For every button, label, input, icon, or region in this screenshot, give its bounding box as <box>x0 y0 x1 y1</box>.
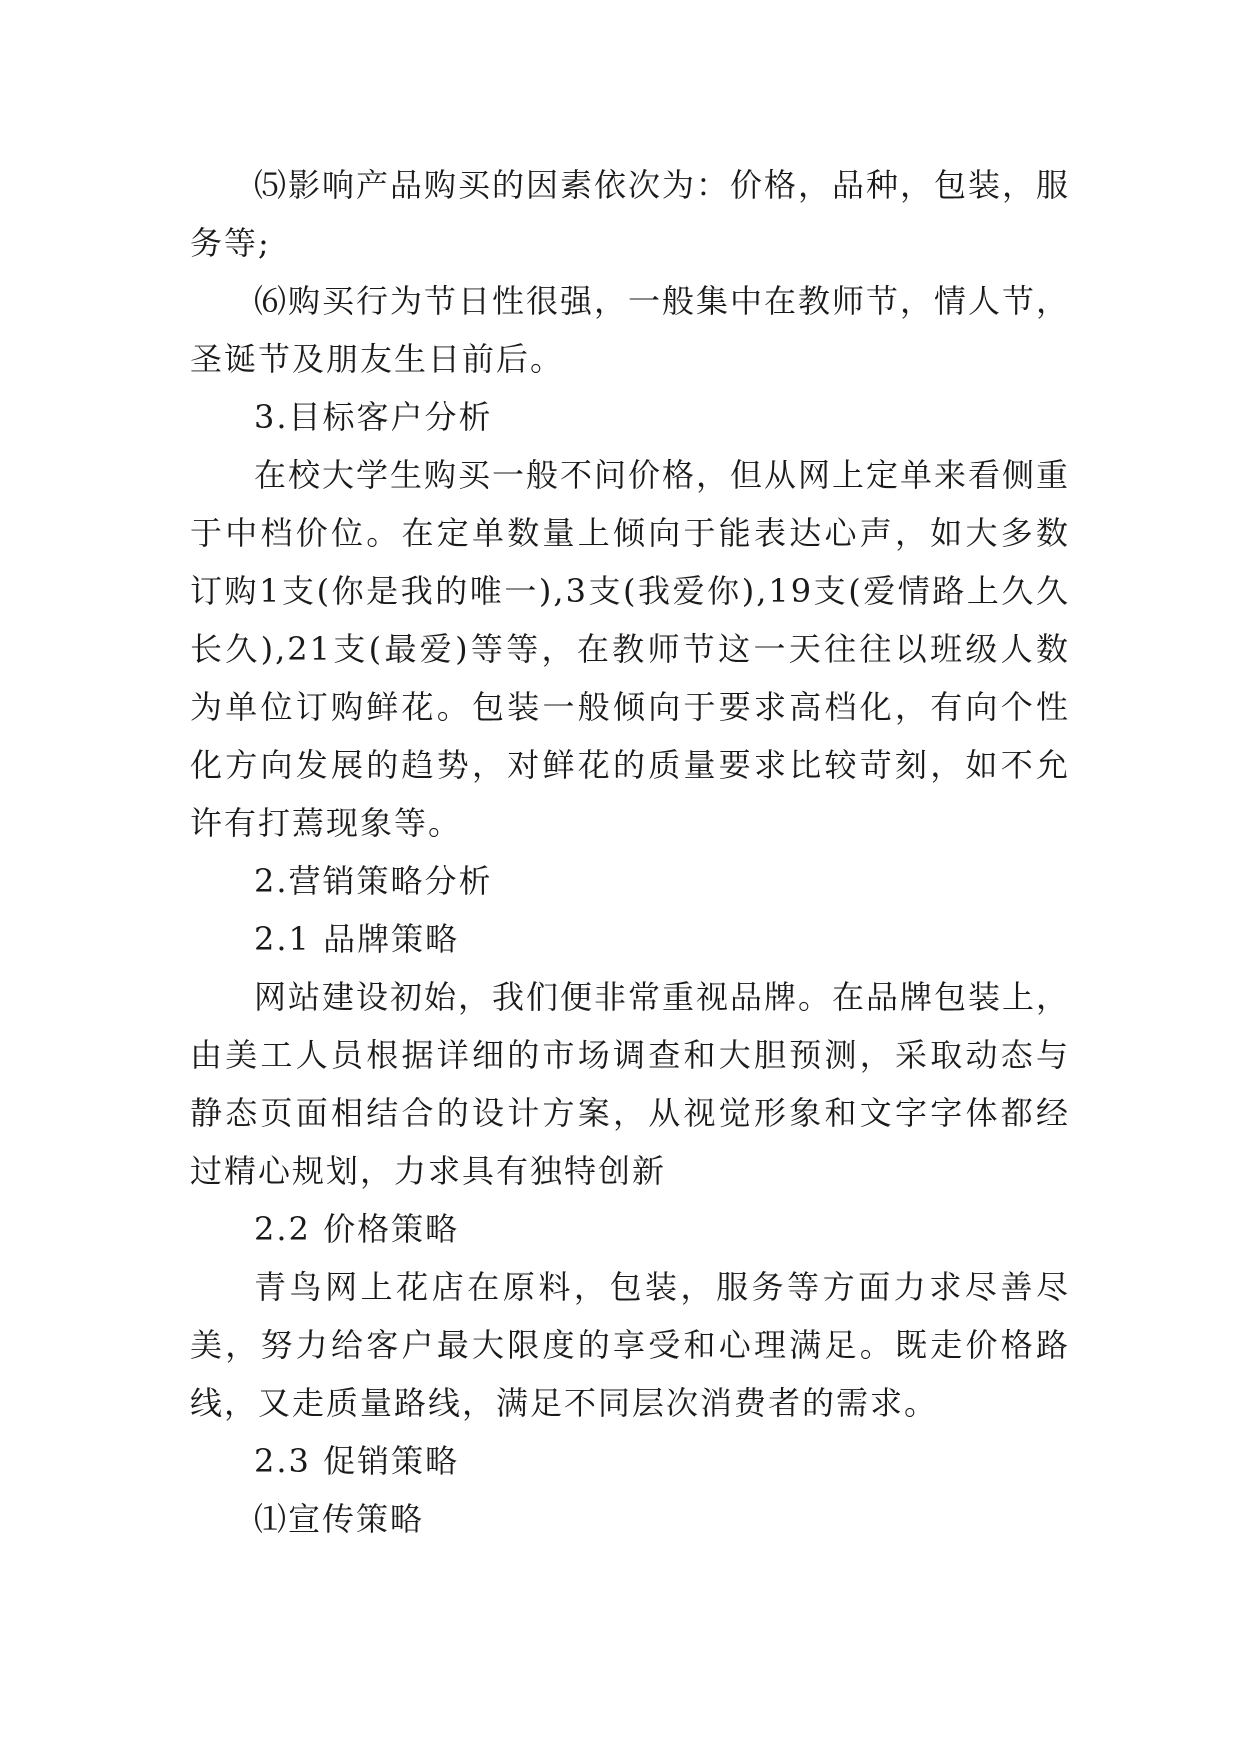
paragraph-brand-strategy: 网站建设初始，我们便非常重视品牌。在品牌包装上，由美工人员根据详细的市场调查和大胆预测，采取动态与静态页面相结合的设计方案，从视觉形象和文字字体都经过精心规划，力求具有独特创新 <box>190 978 1071 1190</box>
heading-brand-strategy: 2.1 品牌策略 <box>254 920 460 958</box>
paragraph-price-strategy: 青鸟网上花店在原料，包装，服务等方面力求尽善尽美，努力给客户最大限度的享受和心理满足。既走价格路线，又走质量路线，满足不同层次消费者的需求。 <box>190 1268 1070 1422</box>
heading-marketing-strategy: 2.营销策略分析 <box>254 862 493 900</box>
heading-publicity-strategy: ⑴宣传策略 <box>254 1500 425 1538</box>
paragraph-purchase-factors: ⑸影响产品购买的因素依次为：价格，品种，包装，服务等; <box>190 166 1071 262</box>
paragraph-holiday-purchase: ⑹购买行为节日性很强，一般集中在教师节，情人节，圣诞节及朋友生日前后。 <box>190 282 1071 378</box>
paragraph-target-customer: 在校大学生购买一般不问价格，但从网上定单来看侧重于中档价位。在定单数量上倾向于能表达心声，如大多数订购1支(你是我的唯一),3支(我爱你),19支(爱情路上久久长久),21支(最爱)等等，在教师节这一天往往以班级人数为单位订购鲜花。包装一般倾向于要求高档化，有向个性化方向发展的趋势，对鲜花的质量要求比较苛刻，如不允许有打蔫现象等。 <box>190 456 1071 842</box>
heading-target-customer-analysis: 3.目标客户分析 <box>254 398 493 436</box>
heading-promotion-strategy: 2.3 促销策略 <box>254 1442 460 1480</box>
document-body <box>190 156 1070 1548</box>
heading-price-strategy: 2.2 价格策略 <box>254 1210 460 1248</box>
